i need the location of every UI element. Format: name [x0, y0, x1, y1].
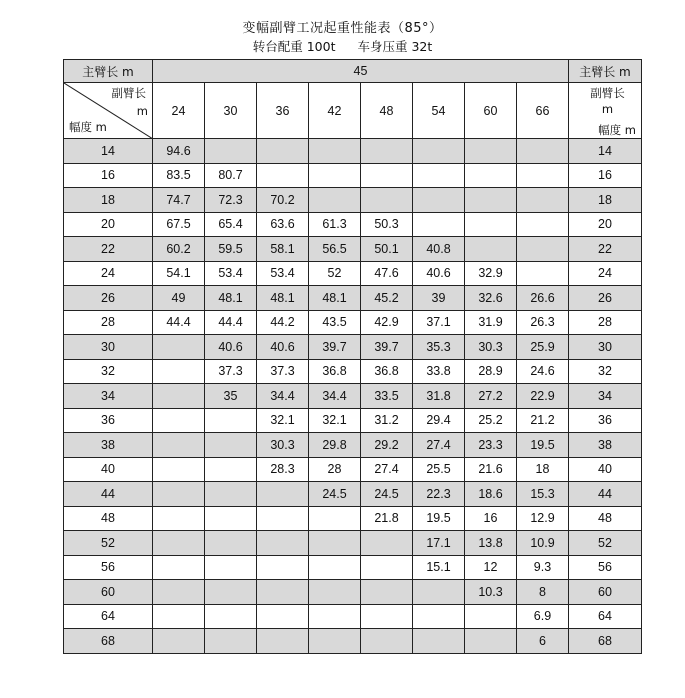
capacity-cell: 63.6 — [257, 212, 309, 237]
capacity-cell — [465, 237, 517, 262]
capacity-cell: 25.2 — [465, 408, 517, 433]
corner-cell-right — [569, 83, 642, 139]
capacity-cell — [465, 188, 517, 213]
corner-jib-label: 副臂长 — [111, 86, 146, 100]
capacity-cell — [465, 629, 517, 654]
capacity-cell: 42.9 — [361, 310, 413, 335]
corner-jib-label: 副臂长 — [590, 86, 625, 100]
capacity-cell: 48.1 — [205, 286, 257, 311]
radius-cell-right: 56 — [569, 555, 642, 580]
capacity-cell: 48.1 — [309, 286, 361, 311]
capacity-cell — [153, 531, 205, 556]
table-row — [64, 531, 642, 556]
capacity-cell: 45.2 — [361, 286, 413, 311]
capacity-cell: 47.6 — [361, 261, 413, 286]
capacity-cell: 50.1 — [361, 237, 413, 262]
corner-radius-label: 幅度 m — [598, 123, 636, 137]
capacity-cell: 39.7 — [361, 335, 413, 360]
capacity-cell — [517, 212, 569, 237]
capacity-cell: 53.4 — [257, 261, 309, 286]
radius-cell-left: 16 — [64, 163, 153, 188]
capacity-cell: 32.9 — [465, 261, 517, 286]
radius-cell-left: 44 — [64, 482, 153, 507]
table-row — [64, 237, 642, 262]
capacity-cell: 72.3 — [205, 188, 257, 213]
radius-cell-left: 52 — [64, 531, 153, 556]
capacity-cell — [361, 139, 413, 164]
capacity-cell — [205, 555, 257, 580]
table-title: 变幅副臂工况起重性能表（85°） — [242, 21, 443, 36]
capacity-cell — [309, 629, 361, 654]
capacity-cell: 6 — [517, 629, 569, 654]
capacity-cell: 28 — [309, 457, 361, 482]
capacity-cell — [153, 580, 205, 605]
capacity-cell: 37.1 — [413, 310, 465, 335]
radius-cell-right: 38 — [569, 433, 642, 458]
capacity-cell: 32.1 — [257, 408, 309, 433]
capacity-cell: 58.1 — [257, 237, 309, 262]
capacity-cell: 43.5 — [309, 310, 361, 335]
capacity-cell: 19.5 — [413, 506, 465, 531]
corner-radius-label: 幅度 m — [69, 120, 107, 134]
capacity-cell — [257, 629, 309, 654]
capacity-cell: 31.8 — [413, 384, 465, 409]
radius-cell-left: 28 — [64, 310, 153, 335]
table-row — [64, 408, 642, 433]
table-row — [64, 261, 642, 286]
capacity-cell: 12.9 — [517, 506, 569, 531]
capacity-cell: 9.3 — [517, 555, 569, 580]
table-row — [64, 629, 642, 654]
capacity-cell: 22.9 — [517, 384, 569, 409]
capacity-cell — [413, 629, 465, 654]
capacity-cell: 27.2 — [465, 384, 517, 409]
capacity-cell — [205, 604, 257, 629]
capacity-cell: 34.4 — [309, 384, 361, 409]
capacity-cell — [257, 555, 309, 580]
capacity-cell — [153, 506, 205, 531]
carbody-weight-note: 车身压重 32t — [357, 39, 433, 54]
capacity-cell — [361, 163, 413, 188]
capacity-cell: 27.4 — [361, 457, 413, 482]
radius-cell-right: 48 — [569, 506, 642, 531]
radius-cell-left: 34 — [64, 384, 153, 409]
capacity-cell: 29.2 — [361, 433, 413, 458]
radius-cell-right: 14 — [569, 139, 642, 164]
radius-cell-right: 36 — [569, 408, 642, 433]
capacity-cell: 22.3 — [413, 482, 465, 507]
main-boom-label-right: 主臂长 m — [569, 60, 642, 83]
radius-cell-left: 60 — [64, 580, 153, 605]
capacity-cell: 33.5 — [361, 384, 413, 409]
radius-cell-left: 24 — [64, 261, 153, 286]
capacity-cell — [309, 604, 361, 629]
capacity-cell: 31.9 — [465, 310, 517, 335]
capacity-cell — [413, 163, 465, 188]
capacity-cell: 26.6 — [517, 286, 569, 311]
radius-cell-right: 24 — [569, 261, 642, 286]
capacity-cell: 39 — [413, 286, 465, 311]
capacity-cell — [257, 580, 309, 605]
capacity-cell — [517, 237, 569, 262]
capacity-cell: 29.8 — [309, 433, 361, 458]
capacity-cell: 16 — [465, 506, 517, 531]
capacity-cell — [257, 482, 309, 507]
capacity-cell: 44.2 — [257, 310, 309, 335]
capacity-cell: 54.1 — [153, 261, 205, 286]
capacity-cell — [361, 629, 413, 654]
capacity-cell — [361, 580, 413, 605]
radius-cell-right: 60 — [569, 580, 642, 605]
table-body — [64, 60, 642, 654]
corner-cell-left — [64, 83, 153, 139]
table-row — [64, 310, 642, 335]
jib-length-header: 36 — [257, 83, 309, 139]
capacity-cell: 25.5 — [413, 457, 465, 482]
table-row — [64, 457, 642, 482]
capacity-cell: 30.3 — [465, 335, 517, 360]
radius-cell-left: 38 — [64, 433, 153, 458]
capacity-cell — [361, 188, 413, 213]
capacity-cell — [517, 163, 569, 188]
capacity-cell — [257, 604, 309, 629]
capacity-cell — [413, 212, 465, 237]
table-row — [64, 580, 642, 605]
capacity-cell: 21.2 — [517, 408, 569, 433]
capacity-cell: 25.9 — [517, 335, 569, 360]
capacity-cell — [465, 212, 517, 237]
capacity-cell: 15.3 — [517, 482, 569, 507]
table-row — [64, 482, 642, 507]
capacity-cell: 80.7 — [205, 163, 257, 188]
capacity-cell: 70.2 — [257, 188, 309, 213]
radius-cell-right: 34 — [569, 384, 642, 409]
capacity-cell: 33.8 — [413, 359, 465, 384]
radius-cell-right: 64 — [569, 604, 642, 629]
radius-cell-left: 36 — [64, 408, 153, 433]
capacity-cell — [309, 188, 361, 213]
radius-cell-right: 52 — [569, 531, 642, 556]
capacity-cell: 13.8 — [465, 531, 517, 556]
capacity-cell: 53.4 — [205, 261, 257, 286]
capacity-cell: 36.8 — [309, 359, 361, 384]
capacity-cell: 50.3 — [361, 212, 413, 237]
radius-cell-right: 30 — [569, 335, 642, 360]
capacity-cell — [153, 433, 205, 458]
capacity-cell — [205, 408, 257, 433]
capacity-cell — [361, 531, 413, 556]
radius-cell-right: 26 — [569, 286, 642, 311]
radius-cell-left: 20 — [64, 212, 153, 237]
capacity-cell: 30.3 — [257, 433, 309, 458]
jib-length-header: 30 — [205, 83, 257, 139]
capacity-cell — [205, 629, 257, 654]
table-row — [64, 506, 642, 531]
capacity-cell — [153, 457, 205, 482]
capacity-cell — [153, 604, 205, 629]
capacity-cell: 37.3 — [205, 359, 257, 384]
capacity-cell — [309, 531, 361, 556]
capacity-cell — [257, 531, 309, 556]
capacity-cell: 10.9 — [517, 531, 569, 556]
capacity-cell: 65.4 — [205, 212, 257, 237]
capacity-cell — [205, 139, 257, 164]
table-row — [64, 604, 642, 629]
table-row — [64, 359, 642, 384]
capacity-cell: 18.6 — [465, 482, 517, 507]
capacity-cell: 83.5 — [153, 163, 205, 188]
table-row — [64, 433, 642, 458]
capacity-cell: 27.4 — [413, 433, 465, 458]
capacity-cell — [153, 335, 205, 360]
capacity-cell — [153, 384, 205, 409]
capacity-cell: 15.1 — [413, 555, 465, 580]
jib-length-header: 54 — [413, 83, 465, 139]
radius-cell-right: 18 — [569, 188, 642, 213]
capacity-cell — [465, 139, 517, 164]
capacity-cell: 26.3 — [517, 310, 569, 335]
capacity-cell: 8 — [517, 580, 569, 605]
radius-cell-left: 22 — [64, 237, 153, 262]
capacity-cell: 40.6 — [413, 261, 465, 286]
table-row — [64, 163, 642, 188]
capacity-cell — [153, 555, 205, 580]
radius-cell-right: 68 — [569, 629, 642, 654]
jib-length-header: 60 — [465, 83, 517, 139]
jib-length-header: 42 — [309, 83, 361, 139]
table-row — [64, 212, 642, 237]
capacity-cell: 48.1 — [257, 286, 309, 311]
load-chart-table — [63, 59, 642, 654]
capacity-cell — [153, 629, 205, 654]
radius-cell-left: 30 — [64, 335, 153, 360]
radius-cell-right: 20 — [569, 212, 642, 237]
radius-cell-left: 32 — [64, 359, 153, 384]
capacity-cell: 21.6 — [465, 457, 517, 482]
capacity-cell: 28.9 — [465, 359, 517, 384]
table-subtitle — [0, 38, 685, 56]
capacity-cell: 44.4 — [205, 310, 257, 335]
capacity-cell: 17.1 — [413, 531, 465, 556]
capacity-cell: 40.6 — [257, 335, 309, 360]
table-row — [64, 188, 642, 213]
capacity-cell — [517, 188, 569, 213]
capacity-cell: 28.3 — [257, 457, 309, 482]
capacity-cell: 44.4 — [153, 310, 205, 335]
capacity-cell — [309, 580, 361, 605]
capacity-cell: 35.3 — [413, 335, 465, 360]
capacity-cell — [153, 359, 205, 384]
capacity-cell — [153, 482, 205, 507]
capacity-cell: 94.6 — [153, 139, 205, 164]
capacity-cell — [205, 580, 257, 605]
radius-cell-right: 32 — [569, 359, 642, 384]
capacity-cell: 37.3 — [257, 359, 309, 384]
capacity-cell: 52 — [309, 261, 361, 286]
radius-cell-right: 28 — [569, 310, 642, 335]
radius-cell-left: 14 — [64, 139, 153, 164]
capacity-cell: 34.4 — [257, 384, 309, 409]
radius-cell-right: 40 — [569, 457, 642, 482]
table-row — [64, 139, 642, 164]
capacity-cell: 23.3 — [465, 433, 517, 458]
capacity-cell: 40.8 — [413, 237, 465, 262]
capacity-cell — [309, 139, 361, 164]
corner-jib-unit: m — [136, 104, 148, 118]
capacity-cell: 56.5 — [309, 237, 361, 262]
capacity-cell — [413, 580, 465, 605]
capacity-cell: 24.6 — [517, 359, 569, 384]
capacity-cell — [413, 188, 465, 213]
radius-cell-left: 26 — [64, 286, 153, 311]
radius-cell-right: 44 — [569, 482, 642, 507]
capacity-cell — [257, 506, 309, 531]
corner-jib-unit: m — [601, 102, 614, 116]
capacity-cell: 36.8 — [361, 359, 413, 384]
capacity-cell: 35 — [205, 384, 257, 409]
capacity-cell — [361, 555, 413, 580]
capacity-cell: 49 — [153, 286, 205, 311]
capacity-cell: 67.5 — [153, 212, 205, 237]
capacity-cell: 39.7 — [309, 335, 361, 360]
radius-cell-right: 16 — [569, 163, 642, 188]
capacity-cell — [205, 482, 257, 507]
capacity-cell: 32.6 — [465, 286, 517, 311]
capacity-cell — [257, 139, 309, 164]
capacity-cell: 24.5 — [361, 482, 413, 507]
capacity-cell — [517, 139, 569, 164]
capacity-cell: 24.5 — [309, 482, 361, 507]
table-row — [64, 555, 642, 580]
radius-cell-left: 40 — [64, 457, 153, 482]
table-row — [64, 335, 642, 360]
capacity-cell: 59.5 — [205, 237, 257, 262]
header-row-jib-length — [64, 83, 642, 139]
capacity-cell: 12 — [465, 555, 517, 580]
capacity-cell — [257, 163, 309, 188]
capacity-cell: 74.7 — [153, 188, 205, 213]
radius-cell-right: 22 — [569, 237, 642, 262]
radius-cell-left: 48 — [64, 506, 153, 531]
capacity-cell — [153, 408, 205, 433]
capacity-cell: 19.5 — [517, 433, 569, 458]
main-boom-label-left: 主臂长 m — [64, 60, 153, 83]
table-row — [64, 286, 642, 311]
jib-length-header: 66 — [517, 83, 569, 139]
table-row — [64, 384, 642, 409]
radius-cell-left: 56 — [64, 555, 153, 580]
jib-length-header: 24 — [153, 83, 205, 139]
capacity-cell — [361, 604, 413, 629]
capacity-cell: 6.9 — [517, 604, 569, 629]
capacity-cell — [517, 261, 569, 286]
capacity-cell — [205, 531, 257, 556]
capacity-cell: 31.2 — [361, 408, 413, 433]
capacity-cell: 60.2 — [153, 237, 205, 262]
radius-cell-left: 68 — [64, 629, 153, 654]
capacity-cell — [205, 433, 257, 458]
main-boom-value: 45 — [153, 60, 569, 83]
radius-cell-left: 18 — [64, 188, 153, 213]
capacity-cell: 18 — [517, 457, 569, 482]
capacity-cell — [465, 163, 517, 188]
capacity-cell — [205, 506, 257, 531]
capacity-cell: 61.3 — [309, 212, 361, 237]
capacity-cell: 10.3 — [465, 580, 517, 605]
capacity-cell — [465, 604, 517, 629]
capacity-cell: 40.6 — [205, 335, 257, 360]
capacity-cell — [413, 604, 465, 629]
capacity-cell — [309, 506, 361, 531]
jib-length-header: 48 — [361, 83, 413, 139]
capacity-cell — [309, 555, 361, 580]
capacity-cell: 21.8 — [361, 506, 413, 531]
counterweight-note: 转台配重 100t — [252, 39, 336, 54]
capacity-cell — [205, 457, 257, 482]
capacity-cell: 32.1 — [309, 408, 361, 433]
header-row-main-boom — [64, 60, 642, 83]
capacity-cell — [413, 139, 465, 164]
capacity-cell — [309, 163, 361, 188]
radius-cell-left: 64 — [64, 604, 153, 629]
capacity-cell: 29.4 — [413, 408, 465, 433]
